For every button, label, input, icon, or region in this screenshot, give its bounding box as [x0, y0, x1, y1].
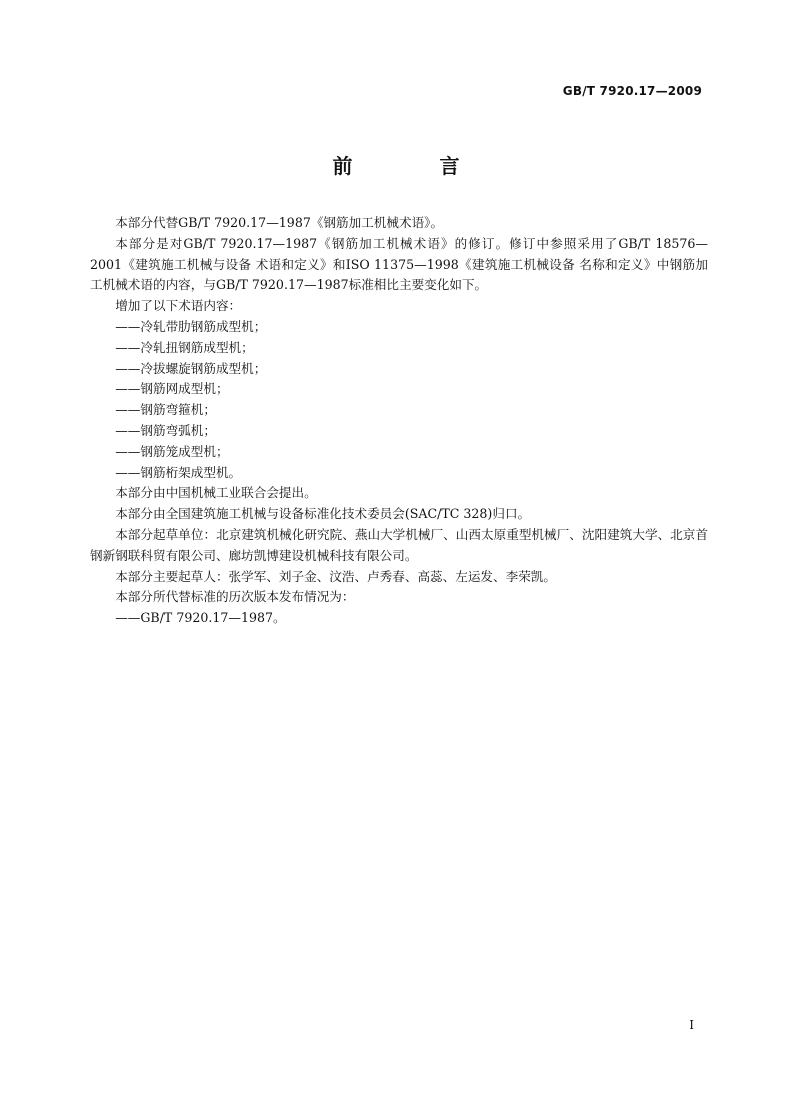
- history-versions-list: [90, 608, 708, 629]
- list-item: ——冷轧扭钢筋成型机；: [115, 339, 254, 355]
- paragraph-drafters: 本部分主要起草人：张学军、刘子金、汶浩、卢秀春、高蕊、左运发、李荣凯。: [115, 568, 556, 584]
- standard-number: GB/T 7920.17—2009: [562, 84, 702, 98]
- list-item: ——钢筋笼成型机；: [115, 443, 229, 459]
- list-item: ——钢筋桁架成型机。: [115, 464, 242, 480]
- paragraph-drafting-units: 本部分起草单位：北京建筑机械化研究院、燕山大学机械厂、山西太原重型机械厂、沈阳建筑大学、北京首钢新钢联科贸有限公司、廊坊凯博建设机械科技有限公司。: [90, 526, 708, 563]
- paragraph-centralized-by: 本部分由全国建筑施工机械与设备标准化技术委员会(SAC/TC 328)归口。: [115, 506, 531, 522]
- paragraph-revision: 本部分是对GB/T 7920.17—1987《钢筋加工机械术语》的修订。修订中参照采用了GB/T 18576—2001《建筑施工机械与设备 术语和定义》和ISO 11375—1998《建筑施工机械设备 名称和定义》中钢筋加工机械术语的内容，与GB/T 7920.17—1987标准相比主要变化如下。: [90, 235, 708, 293]
- page-title: 前 言: [332, 154, 500, 178]
- document-body: [90, 213, 708, 629]
- list-item: ——GB/T 7920.17—1987。: [115, 610, 286, 626]
- paragraph-proposed-by: 本部分由中国机械工业联合会提出。: [115, 485, 317, 501]
- paragraph-history-intro: 本部分所代替标准的历次版本发布情况为：: [115, 589, 355, 605]
- paragraph-added-intro: 增加了以下术语内容：: [115, 298, 242, 314]
- page-number: I: [689, 1018, 694, 1032]
- list-item: ——冷轧带肋钢筋成型机；: [115, 318, 267, 334]
- added-terms-list: [90, 317, 708, 483]
- list-item: ——钢筋弯弧机；: [115, 422, 216, 438]
- list-item: ——钢筋弯箍机；: [115, 402, 216, 418]
- paragraph-replaces: 本部分代替GB/T 7920.17—1987《钢筋加工机械术语》。: [115, 215, 444, 230]
- list-item: ——钢筋网成型机；: [115, 381, 229, 397]
- list-item: ——冷拔螺旋钢筋成型机；: [115, 360, 267, 376]
